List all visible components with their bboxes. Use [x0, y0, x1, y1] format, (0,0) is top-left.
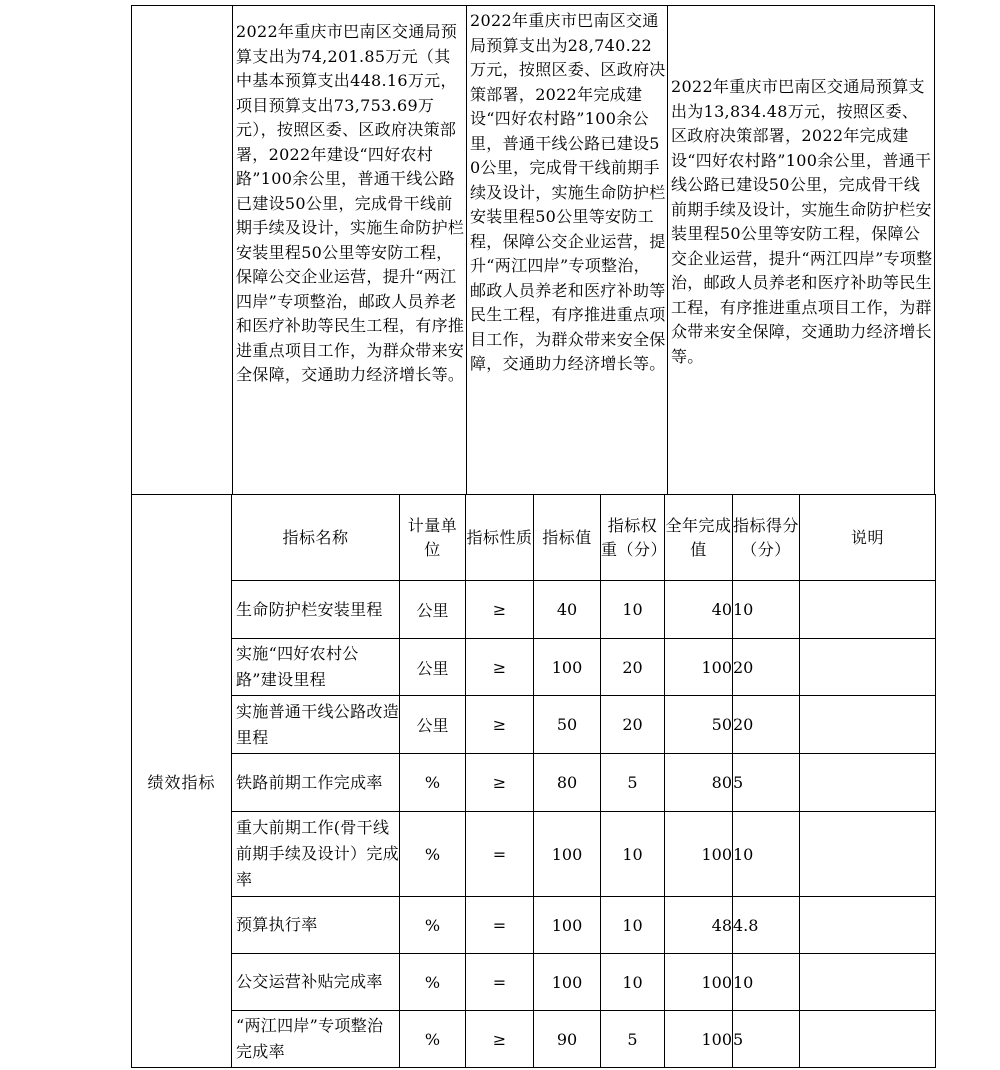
target-value-cell: 50	[534, 696, 601, 754]
performance-indicator-table	[131, 494, 936, 1068]
actual-value-cell: 100	[665, 954, 733, 1011]
actual-value-cell: 48	[665, 897, 733, 954]
target-value-cell: 100	[534, 639, 601, 696]
table-row	[132, 696, 936, 754]
budget-description-col1: 2022年重庆市巴南区交通局预算支出为74,201.85万元（其中基本预算支出448.16万元，项目预算支出73,753.69万元），按照区委、区政府决策部署，2022年建设“四好农村路”100余公里，普通干线公路已建设50公里，完成骨干线前期手续及设计，实施生命防护栏安装里程50公里等安防工程，保障公交企业运营，提升“两江四岸”专项整治，邮政人员养老和医疗补助等民生工程，有序推进重点项目工作，为群众带来安全保障，交通助力经济增长等。	[236, 22, 465, 384]
weight-cell: 20	[601, 696, 665, 754]
column-divider	[232, 6, 233, 494]
actual-value-cell: 100	[665, 812, 733, 897]
unit-cell: %	[400, 954, 466, 1011]
budget-description-col2: 2022年重庆市巴南区交通局预算支出为28,740.22万元，按照区委、区政府决策部署，2022年完成建设“四好农村路”100余公里，普通干线公路已建设50公里，完成骨干线前期手续及设计，实施生命防护栏安装里程50公里等安防工程，保障公交企业运营，提升“两江四岸”专项整治，邮政人员养老和医疗补助等民生工程，有序推进重点项目工作，为群众带来安全保障，交通助力经济增长等。	[470, 11, 666, 373]
target-value-cell: 100	[534, 897, 601, 954]
actual-value-cell: 80	[665, 754, 733, 812]
header-target-value: 指标值	[534, 495, 601, 581]
score-cell: 4.8	[733, 897, 800, 954]
weight-cell: 10	[601, 897, 665, 954]
unit-cell: 公里	[400, 581, 466, 639]
note-cell	[800, 812, 936, 897]
nature-cell: =	[466, 897, 534, 954]
target-value-cell: 100	[534, 954, 601, 1011]
indicator-name-cell: 生命防护栏安装里程	[232, 581, 400, 639]
header-score: 指标得分（分）	[733, 495, 800, 581]
note-cell	[800, 1011, 936, 1068]
table-row	[132, 639, 936, 696]
weight-cell: 20	[601, 639, 665, 696]
nature-cell: ≥	[466, 581, 534, 639]
budget-description-col3: 2022年重庆市巴南区交通局预算支出为13,834.48万元，按照区委、区政府决策部署，2022年完成建设“四好农村路”100余公里，普通干线公路已建设50公里，完成骨干线前期手续及设计，实施生命防护栏安装里程50公里等安防工程，保障公交企业运营，提升“两江四岸”专项整治，邮政人员养老和医疗补助等民生工程，有序推进重点项目工作，为群众带来安全保障，交通助力经济增长等。	[671, 77, 933, 366]
indicator-name-cell: 实施普通干线公路改造里程	[232, 696, 400, 754]
unit-cell: 公里	[400, 696, 466, 754]
indicator-name-cell: 重大前期工作(骨干线前期手续及设计）完成率	[232, 812, 400, 897]
header-actual-value: 全年完成值	[665, 495, 733, 581]
target-value-cell: 100	[534, 812, 601, 897]
category-label: 绩效指标	[132, 495, 232, 1068]
score-cell: 10	[733, 812, 800, 897]
nature-cell: ≥	[466, 1011, 534, 1068]
table-row	[132, 581, 936, 639]
budget-description-section	[131, 5, 935, 494]
actual-value-cell: 40	[665, 581, 733, 639]
actual-value-cell: 100	[665, 639, 733, 696]
column-divider	[667, 6, 668, 494]
indicator-name-cell: 预算执行率	[232, 897, 400, 954]
header-note: 说明	[800, 495, 936, 581]
weight-cell: 5	[601, 754, 665, 812]
score-cell: 20	[733, 696, 800, 754]
indicator-name-cell: 实施“四好农村公路”建设里程	[232, 639, 400, 696]
actual-value-cell: 100	[665, 1011, 733, 1068]
header-weight: 指标权重（分）	[601, 495, 665, 581]
note-cell	[800, 696, 936, 754]
nature-cell: =	[466, 812, 534, 897]
nature-cell: ≥	[466, 696, 534, 754]
nature-cell: ≥	[466, 639, 534, 696]
weight-cell: 10	[601, 581, 665, 639]
table-row	[132, 812, 936, 897]
score-cell: 20	[733, 639, 800, 696]
table-row	[132, 897, 936, 954]
note-cell	[800, 581, 936, 639]
indicator-name-cell: “两江四岸”专项整治完成率	[232, 1011, 400, 1068]
note-cell	[800, 897, 936, 954]
table-row	[132, 754, 936, 812]
unit-cell: %	[400, 754, 466, 812]
target-value-cell: 80	[534, 754, 601, 812]
column-divider	[466, 6, 467, 494]
table-row	[132, 1011, 936, 1068]
weight-cell: 10	[601, 812, 665, 897]
unit-cell: %	[400, 897, 466, 954]
table-header-row	[132, 495, 936, 581]
weight-cell: 5	[601, 1011, 665, 1068]
indicator-name-cell: 铁路前期工作完成率	[232, 754, 400, 812]
unit-cell: 公里	[400, 639, 466, 696]
note-cell	[800, 754, 936, 812]
header-indicator-name: 指标名称	[232, 495, 400, 581]
score-cell: 10	[733, 954, 800, 1011]
note-cell	[800, 639, 936, 696]
score-cell: 5	[733, 754, 800, 812]
table-row	[132, 954, 936, 1011]
actual-value-cell: 50	[665, 696, 733, 754]
header-nature: 指标性质	[466, 495, 534, 581]
header-unit: 计量单位	[400, 495, 466, 581]
indicator-name-cell: 公交运营补贴完成率	[232, 954, 400, 1011]
target-value-cell: 40	[534, 581, 601, 639]
nature-cell: =	[466, 954, 534, 1011]
weight-cell: 10	[601, 954, 665, 1011]
score-cell: 5	[733, 1011, 800, 1068]
note-cell	[800, 954, 936, 1011]
unit-cell: %	[400, 812, 466, 897]
score-cell: 10	[733, 581, 800, 639]
nature-cell: ≥	[466, 754, 534, 812]
target-value-cell: 90	[534, 1011, 601, 1068]
unit-cell: %	[400, 1011, 466, 1068]
